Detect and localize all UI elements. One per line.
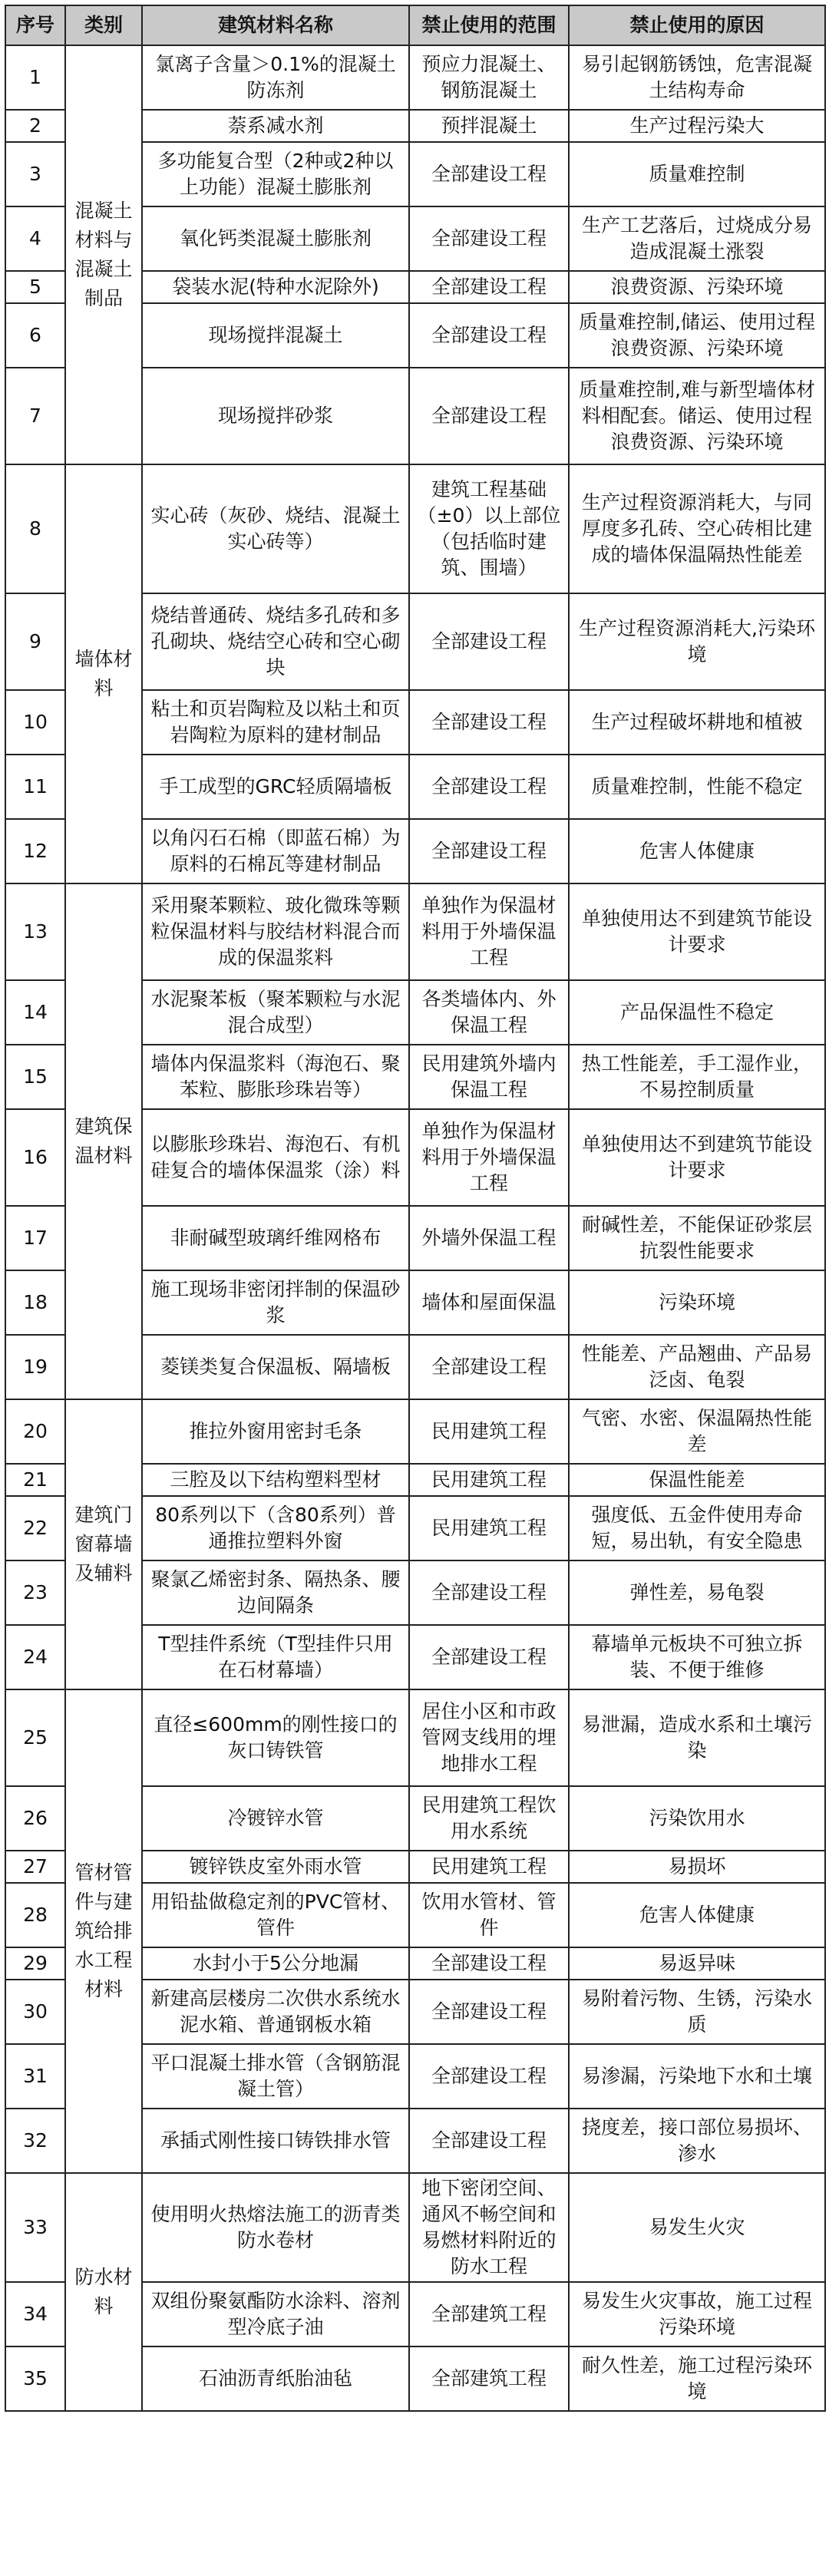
prohibited-reason: 易发生火灾 xyxy=(569,2173,825,2282)
row-number: 28 xyxy=(5,1883,65,1947)
material-name: 双组份聚氨酯防水涂料、溶剂型冷底子油 xyxy=(142,2282,409,2346)
material-name: 现场搅拌混凝土 xyxy=(142,303,409,368)
banned-materials-table xyxy=(5,5,826,2412)
material-name: 多功能复合型（2种或2种以上功能）混凝土膨胀剂 xyxy=(142,142,409,206)
prohibited-reason: 耐碱性差，不能保证砂浆层抗裂性能要求 xyxy=(569,1206,825,1270)
prohibited-reason: 易渗漏，污染地下水和土壤 xyxy=(569,2044,825,2109)
prohibited-scope: 民用建筑工程 xyxy=(409,1496,569,1560)
row-number: 15 xyxy=(5,1045,65,1109)
prohibited-reason: 生产过程资源消耗大,污染环境 xyxy=(569,593,825,690)
category-cell: 建筑保温材料 xyxy=(65,883,142,1399)
table-body xyxy=(5,45,825,2411)
material-name: 聚氯乙烯密封条、隔热条、腰边间隔条 xyxy=(142,1560,409,1625)
row-number: 23 xyxy=(5,1560,65,1625)
row-number: 27 xyxy=(5,1851,65,1883)
row-number: 17 xyxy=(5,1206,65,1270)
prohibited-reason: 质量难控制,储运、使用过程浪费资源、污染环境 xyxy=(569,303,825,368)
table-row xyxy=(5,464,825,593)
prohibited-reason: 易返异味 xyxy=(569,1947,825,1980)
row-number: 3 xyxy=(5,142,65,206)
prohibited-scope: 全部建设工程 xyxy=(409,271,569,303)
row-number: 32 xyxy=(5,2109,65,2173)
category-cell: 墙体材料 xyxy=(65,464,142,883)
prohibited-scope: 全部建设工程 xyxy=(409,1560,569,1625)
material-name: 石油沥青纸胎油毡 xyxy=(142,2346,409,2411)
category-cell: 混凝土材料与混凝土制品 xyxy=(65,45,142,464)
material-name: 现场搅拌砂浆 xyxy=(142,368,409,464)
prohibited-scope: 民用建筑工程 xyxy=(409,1399,569,1464)
prohibited-scope: 全部建设工程 xyxy=(409,303,569,368)
material-name: 推拉外窗用密封毛条 xyxy=(142,1399,409,1464)
prohibited-reason: 热工性能差，手工湿作业，不易控制质量 xyxy=(569,1045,825,1109)
table-row xyxy=(5,45,825,110)
row-number: 14 xyxy=(5,980,65,1045)
category-cell: 管材管件与建筑给排水工程材料 xyxy=(65,1689,142,2173)
material-name: T型挂件系统（T型挂件只用在石材幕墙） xyxy=(142,1625,409,1689)
prohibited-reason: 易附着污物、生锈，污染水质 xyxy=(569,1980,825,2044)
table-row xyxy=(5,2173,825,2282)
material-name: 以膨胀珍珠岩、海泡石、有机硅复合的墙体保温浆（涂）料 xyxy=(142,1109,409,1206)
prohibited-reason: 挠度差，接口部位易损坏、渗水 xyxy=(569,2109,825,2173)
table-row xyxy=(5,883,825,980)
material-name: 实心砖（灰砂、烧结、混凝土实心砖等） xyxy=(142,464,409,593)
row-number: 2 xyxy=(5,110,65,142)
material-name: 直径≤600mm的刚性接口的灰口铸铁管 xyxy=(142,1689,409,1786)
material-name: 使用明火热熔法施工的沥青类防水卷材 xyxy=(142,2173,409,2282)
prohibited-reason: 易泄漏，造成水系和土壤污染 xyxy=(569,1689,825,1786)
row-number: 22 xyxy=(5,1496,65,1560)
table-header-row xyxy=(5,5,825,45)
category-cell: 建筑门窗幕墙及辅料 xyxy=(65,1399,142,1689)
prohibited-scope: 民用建筑工程饮用水系统 xyxy=(409,1786,569,1851)
row-number: 20 xyxy=(5,1399,65,1464)
row-number: 33 xyxy=(5,2173,65,2282)
prohibited-scope: 民用建筑工程 xyxy=(409,1851,569,1883)
prohibited-scope: 饮用水管材、管件 xyxy=(409,1883,569,1947)
material-name: 三腔及以下结构塑料型材 xyxy=(142,1464,409,1496)
row-number: 9 xyxy=(5,593,65,690)
material-name: 萘系减水剂 xyxy=(142,110,409,142)
row-number: 29 xyxy=(5,1947,65,1980)
prohibited-scope: 民用建筑外墙内保温工程 xyxy=(409,1045,569,1109)
prohibited-scope: 建筑工程基础（±0）以上部位（包括临时建筑、围墙） xyxy=(409,464,569,593)
prohibited-scope: 预拌混凝土 xyxy=(409,110,569,142)
row-number: 4 xyxy=(5,206,65,271)
material-name: 镀锌铁皮室外雨水管 xyxy=(142,1851,409,1883)
header-material-name: 建筑材料名称 xyxy=(142,5,409,45)
prohibited-scope: 外墙外保温工程 xyxy=(409,1206,569,1270)
material-name: 烧结普通砖、烧结多孔砖和多孔砌块、烧结空心砖和空心砌块 xyxy=(142,593,409,690)
row-number: 34 xyxy=(5,2282,65,2346)
prohibited-scope: 各类墙体内、外保温工程 xyxy=(409,980,569,1045)
table-row xyxy=(5,1689,825,1786)
prohibited-reason: 污染环境 xyxy=(569,1270,825,1335)
material-name: 用铅盐做稳定剂的PVC管材、管件 xyxy=(142,1883,409,1947)
material-name: 水封小于5公分地漏 xyxy=(142,1947,409,1980)
prohibited-scope: 全部建筑工程 xyxy=(409,2282,569,2346)
prohibited-reason: 易损坏 xyxy=(569,1851,825,1883)
row-number: 24 xyxy=(5,1625,65,1689)
prohibited-reason: 弹性差，易龟裂 xyxy=(569,1560,825,1625)
prohibited-reason: 气密、水密、保温隔热性能差 xyxy=(569,1399,825,1464)
row-number: 7 xyxy=(5,368,65,464)
prohibited-reason: 质量难控制 xyxy=(569,142,825,206)
material-name: 施工现场非密闭拌制的保温砂浆 xyxy=(142,1270,409,1335)
prohibited-scope: 全部建设工程 xyxy=(409,1947,569,1980)
material-name: 承插式刚性接口铸铁排水管 xyxy=(142,2109,409,2173)
row-number: 12 xyxy=(5,819,65,883)
prohibited-scope: 全部建设工程 xyxy=(409,819,569,883)
prohibited-reason: 质量难控制,难与新型墙体材料相配套。储运、使用过程浪费资源、污染环境 xyxy=(569,368,825,464)
row-number: 11 xyxy=(5,755,65,819)
material-name: 袋装水泥(特种水泥除外) xyxy=(142,271,409,303)
material-name: 水泥聚苯板（聚苯颗粒与水泥混合成型） xyxy=(142,980,409,1045)
prohibited-scope: 全部建设工程 xyxy=(409,206,569,271)
material-name: 手工成型的GRC轻质隔墙板 xyxy=(142,755,409,819)
prohibited-scope: 墙体和屋面保温 xyxy=(409,1270,569,1335)
material-name: 以角闪石石棉（即蓝石棉）为原料的石棉瓦等建材制品 xyxy=(142,819,409,883)
row-number: 21 xyxy=(5,1464,65,1496)
material-name: 墙体内保温浆料（海泡石、聚苯粒、膨胀珍珠岩等） xyxy=(142,1045,409,1109)
row-number: 16 xyxy=(5,1109,65,1206)
prohibited-reason: 易引起钢筋锈蚀，危害混凝土结构寿命 xyxy=(569,45,825,110)
prohibited-scope: 全部建设工程 xyxy=(409,593,569,690)
row-number: 10 xyxy=(5,690,65,755)
table-row xyxy=(5,1399,825,1464)
prohibited-scope: 全部建设工程 xyxy=(409,142,569,206)
prohibited-reason: 污染饮用水 xyxy=(569,1786,825,1851)
row-number: 35 xyxy=(5,2346,65,2411)
prohibited-scope: 居住小区和市政管网支线用的埋地排水工程 xyxy=(409,1689,569,1786)
row-number: 18 xyxy=(5,1270,65,1335)
material-name: 氧化钙类混凝土膨胀剂 xyxy=(142,206,409,271)
prohibited-scope: 全部建设工程 xyxy=(409,1625,569,1689)
row-number: 30 xyxy=(5,1980,65,2044)
material-name: 新建高层楼房二次供水系统水泥水箱、普通钢板水箱 xyxy=(142,1980,409,2044)
prohibited-reason: 质量难控制，性能不稳定 xyxy=(569,755,825,819)
prohibited-reason: 危害人体健康 xyxy=(569,819,825,883)
material-name: 平口混凝土排水管（含钢筋混凝土管） xyxy=(142,2044,409,2109)
prohibited-scope: 全部建设工程 xyxy=(409,2109,569,2173)
prohibited-scope: 单独作为保温材料用于外墙保温工程 xyxy=(409,883,569,980)
material-name: 采用聚苯颗粒、玻化微珠等颗粒保温材料与胶结材料混合而成的保温浆料 xyxy=(142,883,409,980)
material-name: 粘土和页岩陶粒及以粘土和页岩陶粒为原料的建材制品 xyxy=(142,690,409,755)
prohibited-scope: 地下密闭空间、通风不畅空间和易燃材料附近的防水工程 xyxy=(409,2173,569,2282)
row-number: 25 xyxy=(5,1689,65,1786)
prohibited-scope: 预应力混凝土、钢筋混凝土 xyxy=(409,45,569,110)
prohibited-reason: 耐久性差，施工过程污染环境 xyxy=(569,2346,825,2411)
prohibited-reason: 易发生火灾事故，施工过程污染环境 xyxy=(569,2282,825,2346)
document-page xyxy=(5,5,824,2412)
prohibited-scope: 全部建设工程 xyxy=(409,1335,569,1399)
prohibited-reason: 生产过程破坏耕地和植被 xyxy=(569,690,825,755)
row-number: 26 xyxy=(5,1786,65,1851)
header-prohibited-reason: 禁止使用的原因 xyxy=(569,5,825,45)
row-number: 19 xyxy=(5,1335,65,1399)
category-cell: 防水材料 xyxy=(65,2173,142,2411)
header-prohibited-scope: 禁止使用的范围 xyxy=(409,5,569,45)
row-number: 8 xyxy=(5,464,65,593)
prohibited-scope: 全部建设工程 xyxy=(409,2044,569,2109)
prohibited-reason: 产品保温性不稳定 xyxy=(569,980,825,1045)
row-number: 31 xyxy=(5,2044,65,2109)
material-name: 菱镁类复合保温板、隔墙板 xyxy=(142,1335,409,1399)
prohibited-scope: 民用建筑工程 xyxy=(409,1464,569,1496)
row-number: 6 xyxy=(5,303,65,368)
header-number: 序号 xyxy=(5,5,65,45)
prohibited-reason: 危害人体健康 xyxy=(569,1883,825,1947)
prohibited-scope: 全部建设工程 xyxy=(409,690,569,755)
material-name: 80系列以下（含80系列）普通推拉塑料外窗 xyxy=(142,1496,409,1560)
prohibited-scope: 全部建筑工程 xyxy=(409,2346,569,2411)
row-number: 1 xyxy=(5,45,65,110)
prohibited-scope: 单独作为保温材料用于外墙保温工程 xyxy=(409,1109,569,1206)
prohibited-reason: 生产工艺落后，过烧成分易造成混凝土涨裂 xyxy=(569,206,825,271)
prohibited-reason: 强度低、五金件使用寿命短，易出轨，有安全隐患 xyxy=(569,1496,825,1560)
material-name: 非耐碱型玻璃纤维网格布 xyxy=(142,1206,409,1270)
prohibited-reason: 单独使用达不到建筑节能设计要求 xyxy=(569,1109,825,1206)
prohibited-scope: 全部建设工程 xyxy=(409,1980,569,2044)
prohibited-scope: 全部建设工程 xyxy=(409,755,569,819)
prohibited-reason: 单独使用达不到建筑节能设计要求 xyxy=(569,883,825,980)
material-name: 氯离子含量＞0.1%的混凝土防冻剂 xyxy=(142,45,409,110)
prohibited-reason: 幕墙单元板块不可独立拆装、不便于维修 xyxy=(569,1625,825,1689)
material-name: 冷镀锌水管 xyxy=(142,1786,409,1851)
prohibited-reason: 浪费资源、污染环境 xyxy=(569,271,825,303)
row-number: 5 xyxy=(5,271,65,303)
prohibited-reason: 生产过程污染大 xyxy=(569,110,825,142)
header-category: 类别 xyxy=(65,5,142,45)
prohibited-reason: 保温性能差 xyxy=(569,1464,825,1496)
prohibited-reason: 性能差、产品翘曲、产品易泛卤、龟裂 xyxy=(569,1335,825,1399)
prohibited-scope: 全部建设工程 xyxy=(409,368,569,464)
row-number: 13 xyxy=(5,883,65,980)
prohibited-reason: 生产过程资源消耗大，与同厚度多孔砖、空心砖相比建成的墙体保温隔热性能差 xyxy=(569,464,825,593)
